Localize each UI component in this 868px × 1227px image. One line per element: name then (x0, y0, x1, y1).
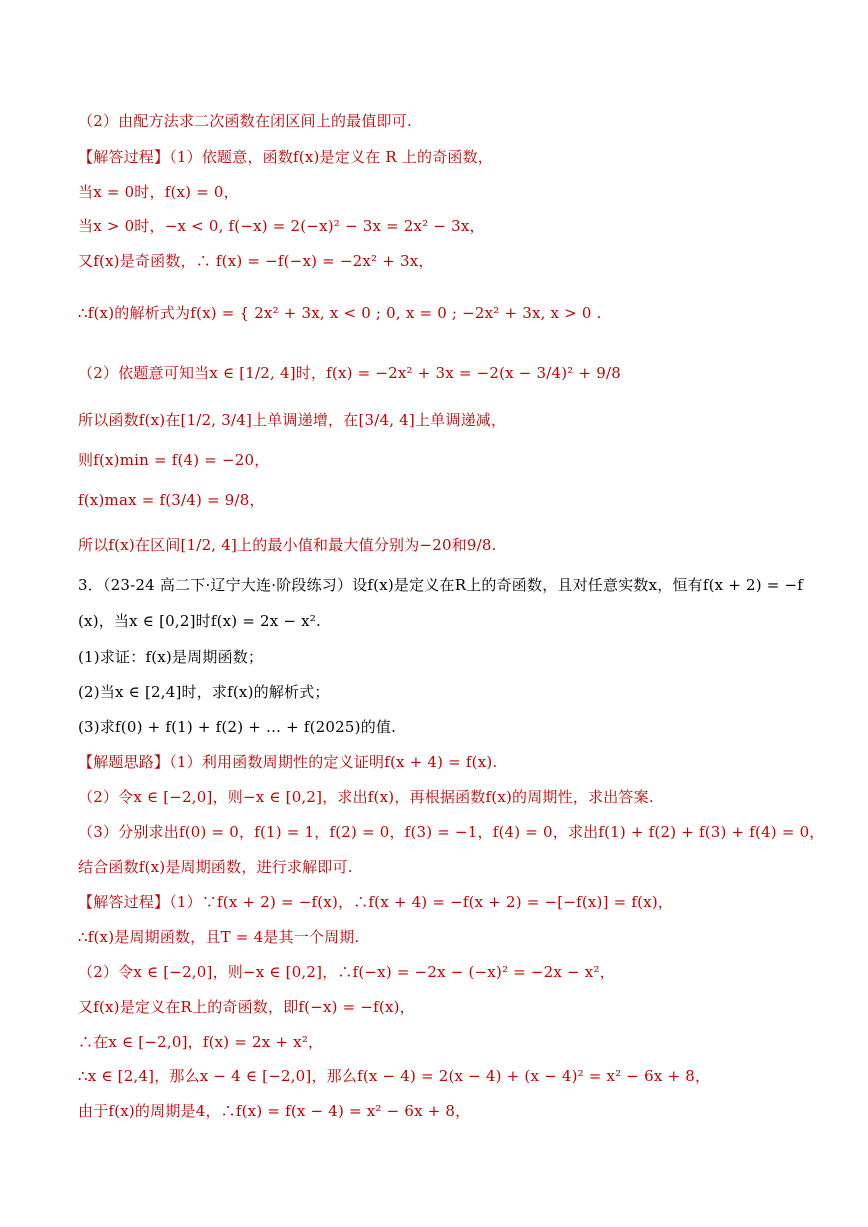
text-line: （2）由配方法求二次函数在闭区间上的最值即可. (78, 112, 412, 130)
text-line: 当x = 0时，f(x) = 0， (78, 183, 239, 201)
text-line: 又f(x)是奇函数，∴ f(x) = −f(−x) = −2x² + 3x， (78, 252, 434, 270)
text-line: 由于f(x)的周期是4，∴f(x) = f(x − 4) = x² − 6x + 8， (78, 1102, 471, 1120)
text-line: （2）令x ∈ [−2,0]，则−x ∈ [0,2]，求出f(x)，再根据函数f(x)的周期性，求出答案. (78, 788, 654, 806)
text-line: 结合函数f(x)是周期函数，进行求解即可. (78, 858, 353, 876)
text-line: 【解答过程】（1）∵f(x + 2) = −f(x)，∴f(x + 4) = −f(x + 2) = −[−f(x)] = f(x)， (78, 893, 674, 911)
text-line: ∴f(x)是周期函数，且T = 4是其一个周期. (78, 928, 360, 946)
question-item: (2)当x ∈ [2,4]时，求f(x)的解析式； (78, 683, 330, 701)
text-line: 所以f(x)在区间[1/2, 4]上的最小值和最大值分别为−20和9/8. (78, 536, 497, 554)
problem-statement: (x)，当x ∈ [0,2]时f(x) = 2x − x². (78, 612, 321, 630)
text-line: ∴x ∈ [2,4]，那么x − 4 ∈ [−2,0]，那么f(x − 4) = 2(x − 4) + (x − 4)² = x² − 6x + 8， (78, 1067, 711, 1085)
text-line: 当x > 0时，−x < 0, f(−x) = 2(−x)² − 3x = 2x² − 3x， (78, 217, 485, 235)
text-line: 又f(x)是定义在R上的奇函数，即f(−x) = −f(x)， (78, 998, 415, 1016)
text-line: 所以函数f(x)在[1/2, 3/4]上单调递增，在[3/4, 4]上单调递减， (78, 411, 507, 429)
text-line: （2）依题意可知当x ∈ [1/2, 4]时，f(x) = −2x² + 3x = −2(x − 3/4)² + 9/8 (78, 364, 621, 382)
question-item: (3)求f(0) + f(1) + f(2) + … + f(2025)的值. (78, 718, 397, 736)
text-line: 则f(x)min = f(4) = −20， (78, 451, 270, 469)
text-line: f(x)max = f(3/4) = 9/8， (78, 491, 265, 509)
question-item: (1)求证：f(x)是周期函数； (78, 648, 264, 666)
piecewise-definition: ∴f(x)的解析式为f(x) = { 2x² + 3x, x < 0 ; 0, x = 0 ; −2x² + 3x, x > 0 . (78, 304, 602, 322)
problem-statement: 3．（23-24 高二下·辽宁大连·阶段练习）设f(x)是定义在R上的奇函数，且对任意实数x，恒有f(x + 2) = −f (78, 576, 804, 594)
text-line: （3）分别求出f(0) = 0，f(1) = 1，f(2) = 0，f(3) = −1，f(4) = 0，求出f(1) + f(2) + f(3) + f(4) = 0， (78, 823, 825, 841)
text-line: 【解答过程】（1）依题意，函数f(x)是定义在 R 上的奇函数， (78, 148, 493, 166)
text-line: 【解题思路】（1）利用函数周期性的定义证明f(x + 4) = f(x). (78, 753, 498, 771)
text-line: ∴在x ∈ [−2,0]，f(x) = 2x + x²， (78, 1033, 324, 1051)
text-line: （2）令x ∈ [−2,0]，则−x ∈ [0,2]，∴f(−x) = −2x − (−x)² = −2x − x²， (78, 963, 615, 981)
